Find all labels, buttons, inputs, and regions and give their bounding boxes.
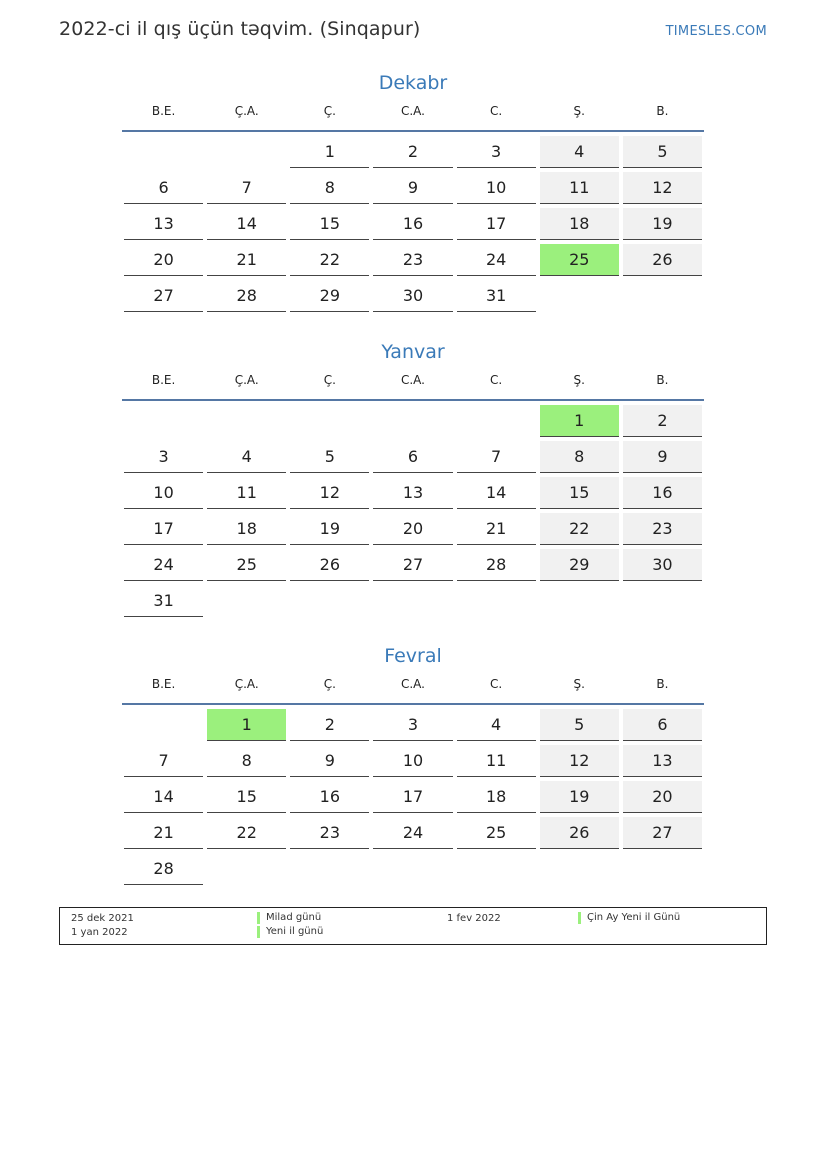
day-cell[interactable]: 14 xyxy=(124,781,203,813)
weekday-header xyxy=(122,102,704,132)
day-cell[interactable]: 28 xyxy=(457,549,536,581)
day-cell[interactable]: 12 xyxy=(290,477,369,509)
day-cell[interactable]: 7 xyxy=(457,441,536,473)
weekday-label: Ç.A. xyxy=(234,373,259,387)
day-cell[interactable]: 10 xyxy=(124,477,203,509)
day-cell[interactable]: 14 xyxy=(457,477,536,509)
legend-holiday-name: Milad günü xyxy=(257,912,321,924)
day-cell[interactable]: 20 xyxy=(373,513,452,545)
day-cell[interactable]: 19 xyxy=(290,513,369,545)
holiday-legend xyxy=(59,907,767,945)
day-cell[interactable]: 14 xyxy=(207,208,286,240)
day-cell[interactable]: 27 xyxy=(373,549,452,581)
site-link[interactable]: TIMESLES.COM xyxy=(665,24,767,39)
holiday-day-cell[interactable]: 1 xyxy=(207,709,286,741)
day-cell[interactable]: 22 xyxy=(290,244,369,276)
weekday-label: C.A. xyxy=(400,677,425,691)
day-cell[interactable]: 12 xyxy=(540,745,619,777)
day-cell[interactable]: 22 xyxy=(207,817,286,849)
day-cell[interactable]: 4 xyxy=(207,441,286,473)
day-cell[interactable]: 26 xyxy=(540,817,619,849)
day-cell[interactable]: 3 xyxy=(457,136,536,168)
day-cell[interactable]: 30 xyxy=(623,549,702,581)
day-cell[interactable]: 16 xyxy=(373,208,452,240)
legend-date: 25 dek 2021 xyxy=(71,913,134,924)
day-cell[interactable]: 5 xyxy=(623,136,702,168)
day-cell[interactable]: 9 xyxy=(623,441,702,473)
weekday-label: Ç.A. xyxy=(234,677,259,691)
day-cell[interactable]: 30 xyxy=(373,280,452,312)
day-cell[interactable]: 21 xyxy=(207,244,286,276)
holiday-day-cell[interactable]: 25 xyxy=(540,244,619,276)
day-cell[interactable]: 3 xyxy=(124,441,203,473)
day-cell[interactable]: 20 xyxy=(124,244,203,276)
weekday-label: C.A. xyxy=(400,104,425,118)
day-cell[interactable]: 13 xyxy=(623,745,702,777)
day-cell[interactable]: 16 xyxy=(623,477,702,509)
empty-day-cell xyxy=(124,709,203,741)
day-cell[interactable]: 17 xyxy=(373,781,452,813)
day-cell[interactable]: 3 xyxy=(373,709,452,741)
day-cell[interactable]: 6 xyxy=(124,172,203,204)
day-cell[interactable]: 7 xyxy=(207,172,286,204)
weekday-label: Ş. xyxy=(573,677,585,691)
day-cell[interactable]: 26 xyxy=(290,549,369,581)
day-cell[interactable]: 13 xyxy=(124,208,203,240)
day-cell[interactable]: 28 xyxy=(207,280,286,312)
weekday-label: C. xyxy=(490,104,503,118)
day-cell[interactable]: 24 xyxy=(124,549,203,581)
day-cell[interactable]: 23 xyxy=(373,244,452,276)
legend-holiday-name: Yeni il günü xyxy=(257,926,323,938)
day-cell[interactable]: 5 xyxy=(540,709,619,741)
month-calendar-february xyxy=(122,641,704,885)
day-cell[interactable]: 26 xyxy=(623,244,702,276)
weekday-label: B.E. xyxy=(151,104,176,118)
day-cell[interactable]: 16 xyxy=(290,781,369,813)
weekday-label: C. xyxy=(490,373,503,387)
day-cell[interactable]: 23 xyxy=(290,817,369,849)
empty-day-cell xyxy=(207,405,286,437)
days-grid xyxy=(122,136,704,312)
day-cell[interactable]: 11 xyxy=(207,477,286,509)
day-cell[interactable]: 8 xyxy=(290,172,369,204)
weekday-label: Ş. xyxy=(573,104,585,118)
day-cell[interactable]: 17 xyxy=(457,208,536,240)
holiday-day-cell[interactable]: 1 xyxy=(540,405,619,437)
empty-day-cell xyxy=(124,136,203,168)
weekday-label: C.A. xyxy=(400,373,425,387)
day-cell[interactable]: 8 xyxy=(207,745,286,777)
legend-holiday-name: Çin Ay Yeni il Günü xyxy=(578,912,680,924)
legend-row xyxy=(60,926,766,940)
weekday-label: Ç. xyxy=(323,104,336,118)
legend-row xyxy=(60,912,766,926)
days-grid xyxy=(122,709,704,885)
day-cell[interactable]: 21 xyxy=(124,817,203,849)
day-cell[interactable]: 12 xyxy=(623,172,702,204)
day-cell[interactable]: 31 xyxy=(457,280,536,312)
day-cell[interactable]: 7 xyxy=(124,745,203,777)
month-calendar-january xyxy=(122,337,704,617)
empty-day-cell xyxy=(373,405,452,437)
day-cell[interactable]: 1 xyxy=(290,136,369,168)
weekday-header xyxy=(122,371,704,401)
weekday-header xyxy=(122,675,704,705)
day-cell[interactable]: 17 xyxy=(124,513,203,545)
month-title: Fevral xyxy=(384,645,442,667)
day-cell[interactable]: 18 xyxy=(207,513,286,545)
day-cell[interactable]: 25 xyxy=(207,549,286,581)
empty-day-cell xyxy=(290,405,369,437)
day-cell[interactable]: 2 xyxy=(373,136,452,168)
day-cell[interactable]: 19 xyxy=(540,781,619,813)
weekday-label: B. xyxy=(656,677,669,691)
day-cell[interactable]: 24 xyxy=(457,244,536,276)
day-cell[interactable]: 10 xyxy=(373,745,452,777)
day-cell[interactable]: 9 xyxy=(373,172,452,204)
day-cell[interactable]: 31 xyxy=(124,585,203,617)
weekday-label: B.E. xyxy=(151,373,176,387)
day-cell[interactable]: 19 xyxy=(623,208,702,240)
weekday-label: Ş. xyxy=(573,373,585,387)
day-cell[interactable]: 4 xyxy=(457,709,536,741)
days-grid xyxy=(122,405,704,617)
day-cell[interactable]: 15 xyxy=(207,781,286,813)
day-cell[interactable]: 2 xyxy=(290,709,369,741)
weekday-label: Ç. xyxy=(323,677,336,691)
day-cell[interactable]: 11 xyxy=(457,745,536,777)
day-cell[interactable]: 24 xyxy=(373,817,452,849)
weekday-label: B. xyxy=(656,373,669,387)
day-cell[interactable]: 6 xyxy=(623,709,702,741)
day-cell[interactable]: 18 xyxy=(457,781,536,813)
day-cell[interactable]: 29 xyxy=(290,280,369,312)
day-cell[interactable]: 9 xyxy=(290,745,369,777)
day-cell[interactable]: 27 xyxy=(124,280,203,312)
weekday-label: B. xyxy=(656,104,669,118)
month-title: Dekabr xyxy=(378,72,448,94)
day-cell[interactable]: 21 xyxy=(457,513,536,545)
day-cell[interactable]: 5 xyxy=(290,441,369,473)
month-calendar-december xyxy=(122,68,704,312)
legend-date: 1 yan 2022 xyxy=(71,927,128,938)
weekday-label: C. xyxy=(490,677,503,691)
day-cell[interactable]: 11 xyxy=(540,172,619,204)
day-cell[interactable]: 18 xyxy=(540,208,619,240)
day-cell[interactable]: 28 xyxy=(124,853,203,885)
day-cell[interactable]: 25 xyxy=(457,817,536,849)
weekday-label: Ç. xyxy=(323,373,336,387)
day-cell[interactable]: 10 xyxy=(457,172,536,204)
day-cell[interactable]: 13 xyxy=(373,477,452,509)
weekday-label: B.E. xyxy=(151,677,176,691)
day-cell[interactable]: 29 xyxy=(540,549,619,581)
legend-date: 1 fev 2022 xyxy=(447,913,501,924)
page-title: 2022-ci il qış üçün təqvim. (Sinqapur) xyxy=(59,18,421,40)
empty-day-cell xyxy=(457,405,536,437)
weekday-label: Ç.A. xyxy=(234,104,259,118)
day-cell[interactable]: 6 xyxy=(373,441,452,473)
day-cell[interactable]: 27 xyxy=(623,817,702,849)
day-cell[interactable]: 15 xyxy=(540,477,619,509)
day-cell[interactable]: 2 xyxy=(623,405,702,437)
day-cell[interactable]: 22 xyxy=(540,513,619,545)
day-cell[interactable]: 20 xyxy=(623,781,702,813)
day-cell[interactable]: 8 xyxy=(540,441,619,473)
day-cell[interactable]: 23 xyxy=(623,513,702,545)
day-cell[interactable]: 4 xyxy=(540,136,619,168)
month-title: Yanvar xyxy=(381,341,445,363)
empty-day-cell xyxy=(124,405,203,437)
empty-day-cell xyxy=(207,136,286,168)
day-cell[interactable]: 15 xyxy=(290,208,369,240)
